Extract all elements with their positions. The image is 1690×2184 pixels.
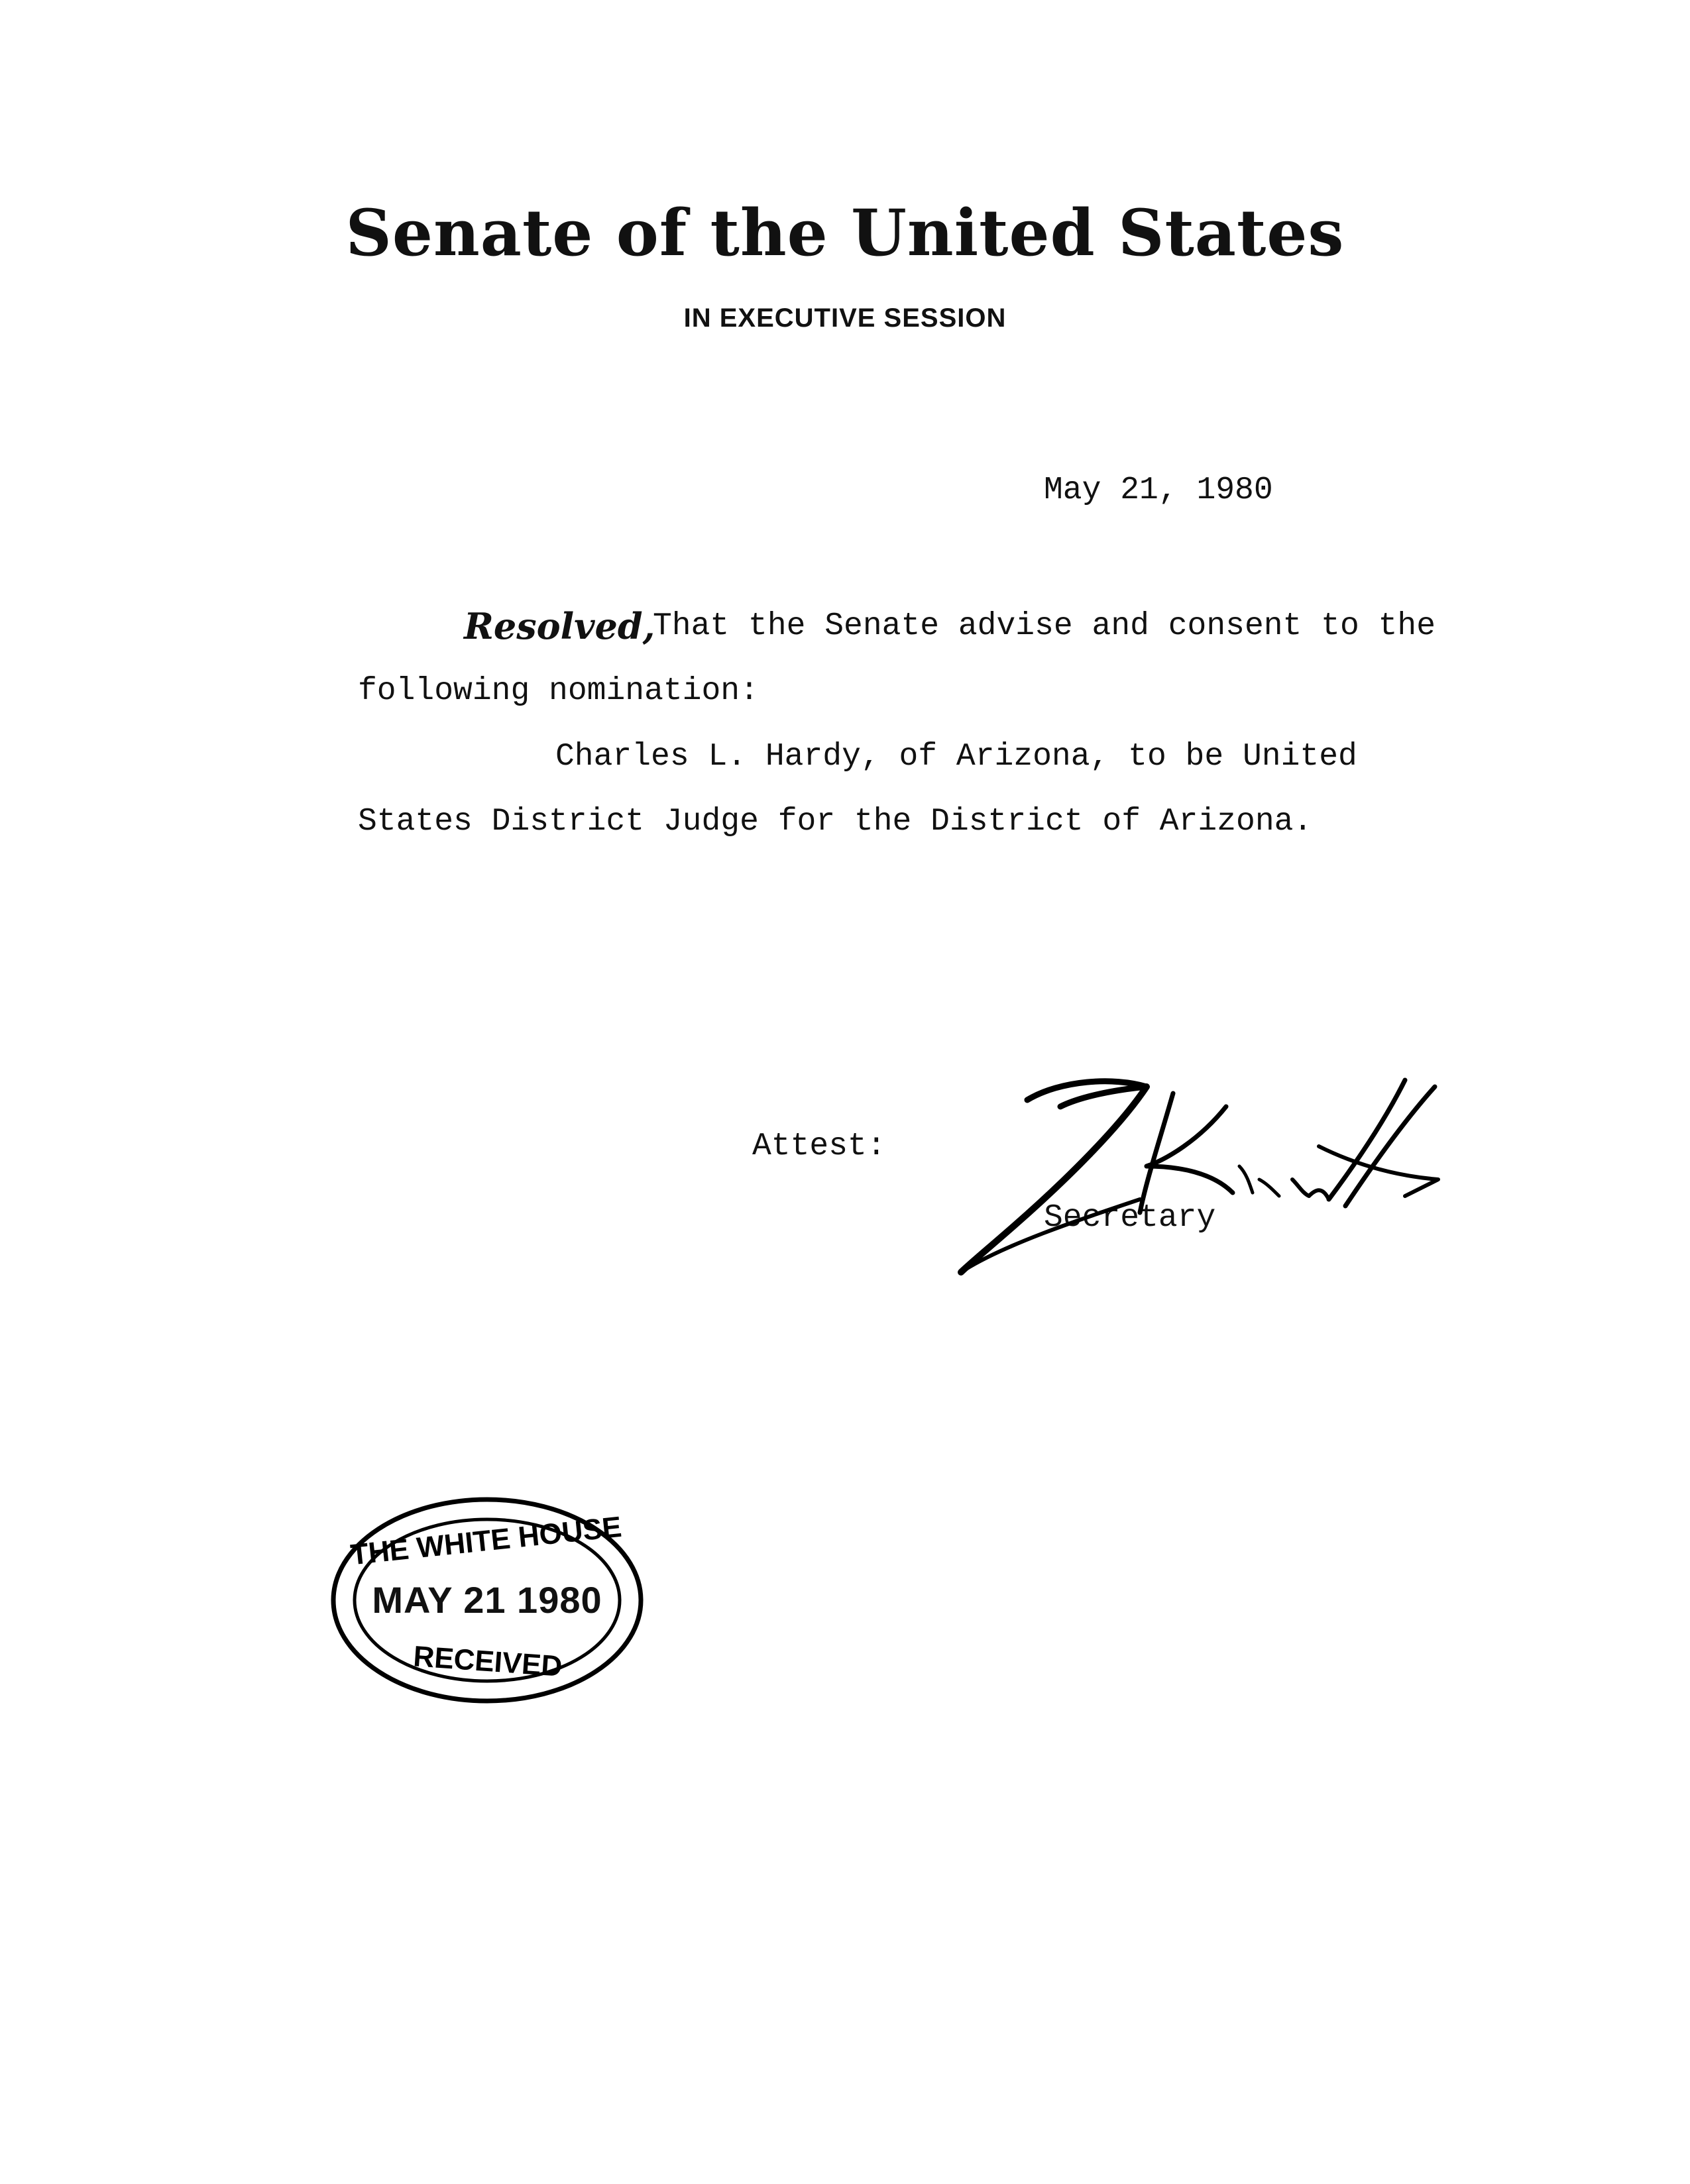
attest-label: Attest: [752,1128,886,1164]
document-date: May 21, 1980 [1044,472,1273,508]
secretary-title: Secretary [1044,1200,1216,1236]
resolution-line-2: following nomination: [358,673,759,709]
stamp-bottom-text: RECEIVED [412,1640,563,1683]
resolution-line-1: That the Senate advise and consent to the [653,608,1436,644]
senate-masthead: Senate of the United States [345,195,1345,270]
stamp-top-text: THE WHITE HOUSE [349,1510,624,1572]
nomination-line-1: Charles L. Hardy, of Arizona, to be United [555,739,1357,775]
nomination-line-2: States District Judge for the District of Arizona. [358,804,1313,840]
resolved-lead-word: Resolved, [464,605,655,647]
stamp-date: MAY 21 1980 [372,1579,602,1621]
session-subtitle: IN EXECUTIVE SESSION [683,303,1007,333]
handwritten-signature [948,1067,1451,1285]
